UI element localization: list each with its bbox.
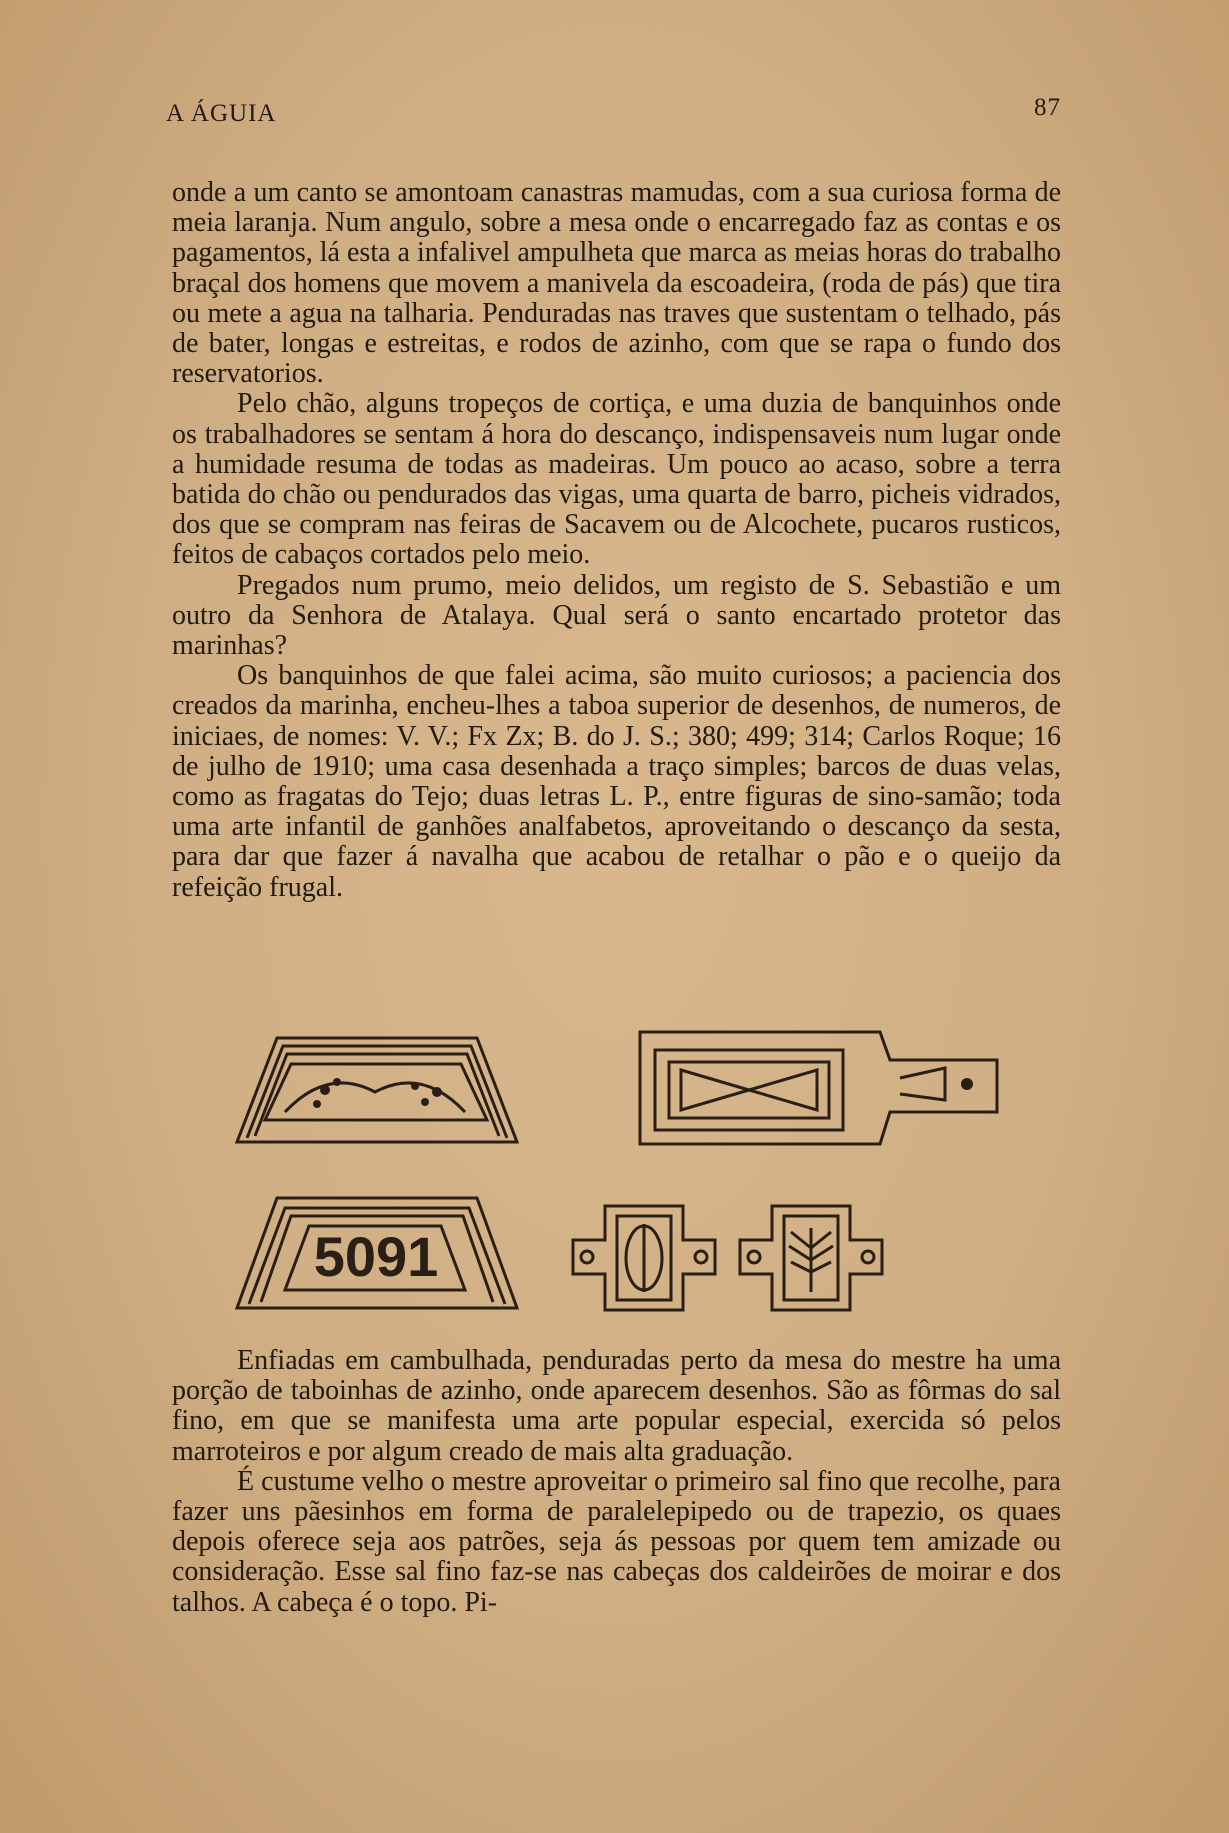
paragraph: Pelo chão, alguns tropeços de cortiça, e uma duzia de banquinhos onde os trabalhadores se sentam á hora do descanço, indispensaveis num lugar onde a humidade resuma de todas as madeiras. Um pouco ao acaso, sobre a terra batida do chão ou pendurados das vigas, uma quarta de barro, picheis vidrados, dos que se compram nas feiras de Sacavem ou de Alcochete, pucaros rusticos, feitos de cabaços cortados pelo meio. — [172, 388, 1061, 571]
page-number: 87 — [1034, 94, 1061, 121]
paragraph: Pregados num prumo, meio delidos, um registo de S. Sebastião e um outro da Senhora de Atalaya. Qual será o santo encartado protetor das marinhas? — [172, 569, 1061, 662]
paragraph: É custume velho o mestre aproveitar o primeiro sal fino que recolhe, para fazer uns pãesinhos em forma de paralelepipedo ou de trapezio, os quaes depois oferece seja aos patrões, seja ás pessoas por quem tem amizade ou consideração. Esse sal fino faz-se nas cabeças dos caldeirões de moirar e dos talhos. A cabeça é o topo. Pi- — [172, 1465, 1061, 1618]
salt-mold-illustration — [225, 1020, 1015, 1320]
plant-mold-drawing — [740, 1206, 882, 1310]
paragraph: Os banquinhos de que falei acima, são muito curiosos; a paciencia dos creados da marinha, encheu-lhes a taboa superior de desenhos, de numeros, de iniciaes, de nomes: V. V.; Fx Zx; B. do J. S.; 380; 499; 314; Carlos Roque; 16 de julho de 1910; uma casa desenhada a traço simples; barcos de duas velas, como as fragatas do Tejo; duas letras L. P., entre figuras de sino-samão; toda uma arte infantil de ganhões analfabetos, aproveitando o descanço da sesta, para dar que fazer á navalha que acabou de retalhar o pão e o queijo da refeição frugal. — [172, 660, 1061, 903]
bowtie-mold-drawing — [640, 1032, 997, 1144]
paragraph: Enfiadas em cambulhada, penduradas perto da mesa do mestre ha uma porção de taboinhas de azinho, onde aparecem desenhos. São as fôrmas do sal fino, em que se manifesta uma arte popular especial, exercida só pelos marroteiros e por algum creado de mais alta graduação. — [172, 1345, 1061, 1467]
numbered-mold-drawing — [237, 1198, 517, 1308]
text-block-lower — [172, 1346, 1061, 1618]
paragraph: onde a um canto se amontoam canastras mamudas, com a sua curiosa forma de meia laranja. Num angulo, sobre a mesa onde o encarregado faz as contas e os pagamentos, lá esta a infalivel ampulheta que marca as meias horas do trabalho braçal dos homens que movem a manivela da escoadeira, (roda de pás) que tira ou mete a agua na talharia. Penduradas nas traves que sustentam o telhado, pás de bater, longas e estreitas, e rodos de azinho, com que se rapa o fundo dos reservatorios. — [172, 177, 1061, 390]
journal-title: A ÁGUIA — [166, 100, 277, 127]
text-block-upper — [172, 178, 1061, 903]
mold-number: 5091 — [313, 1225, 439, 1288]
floral-mold-drawing — [237, 1038, 517, 1142]
initial-mold-drawing — [573, 1206, 715, 1310]
